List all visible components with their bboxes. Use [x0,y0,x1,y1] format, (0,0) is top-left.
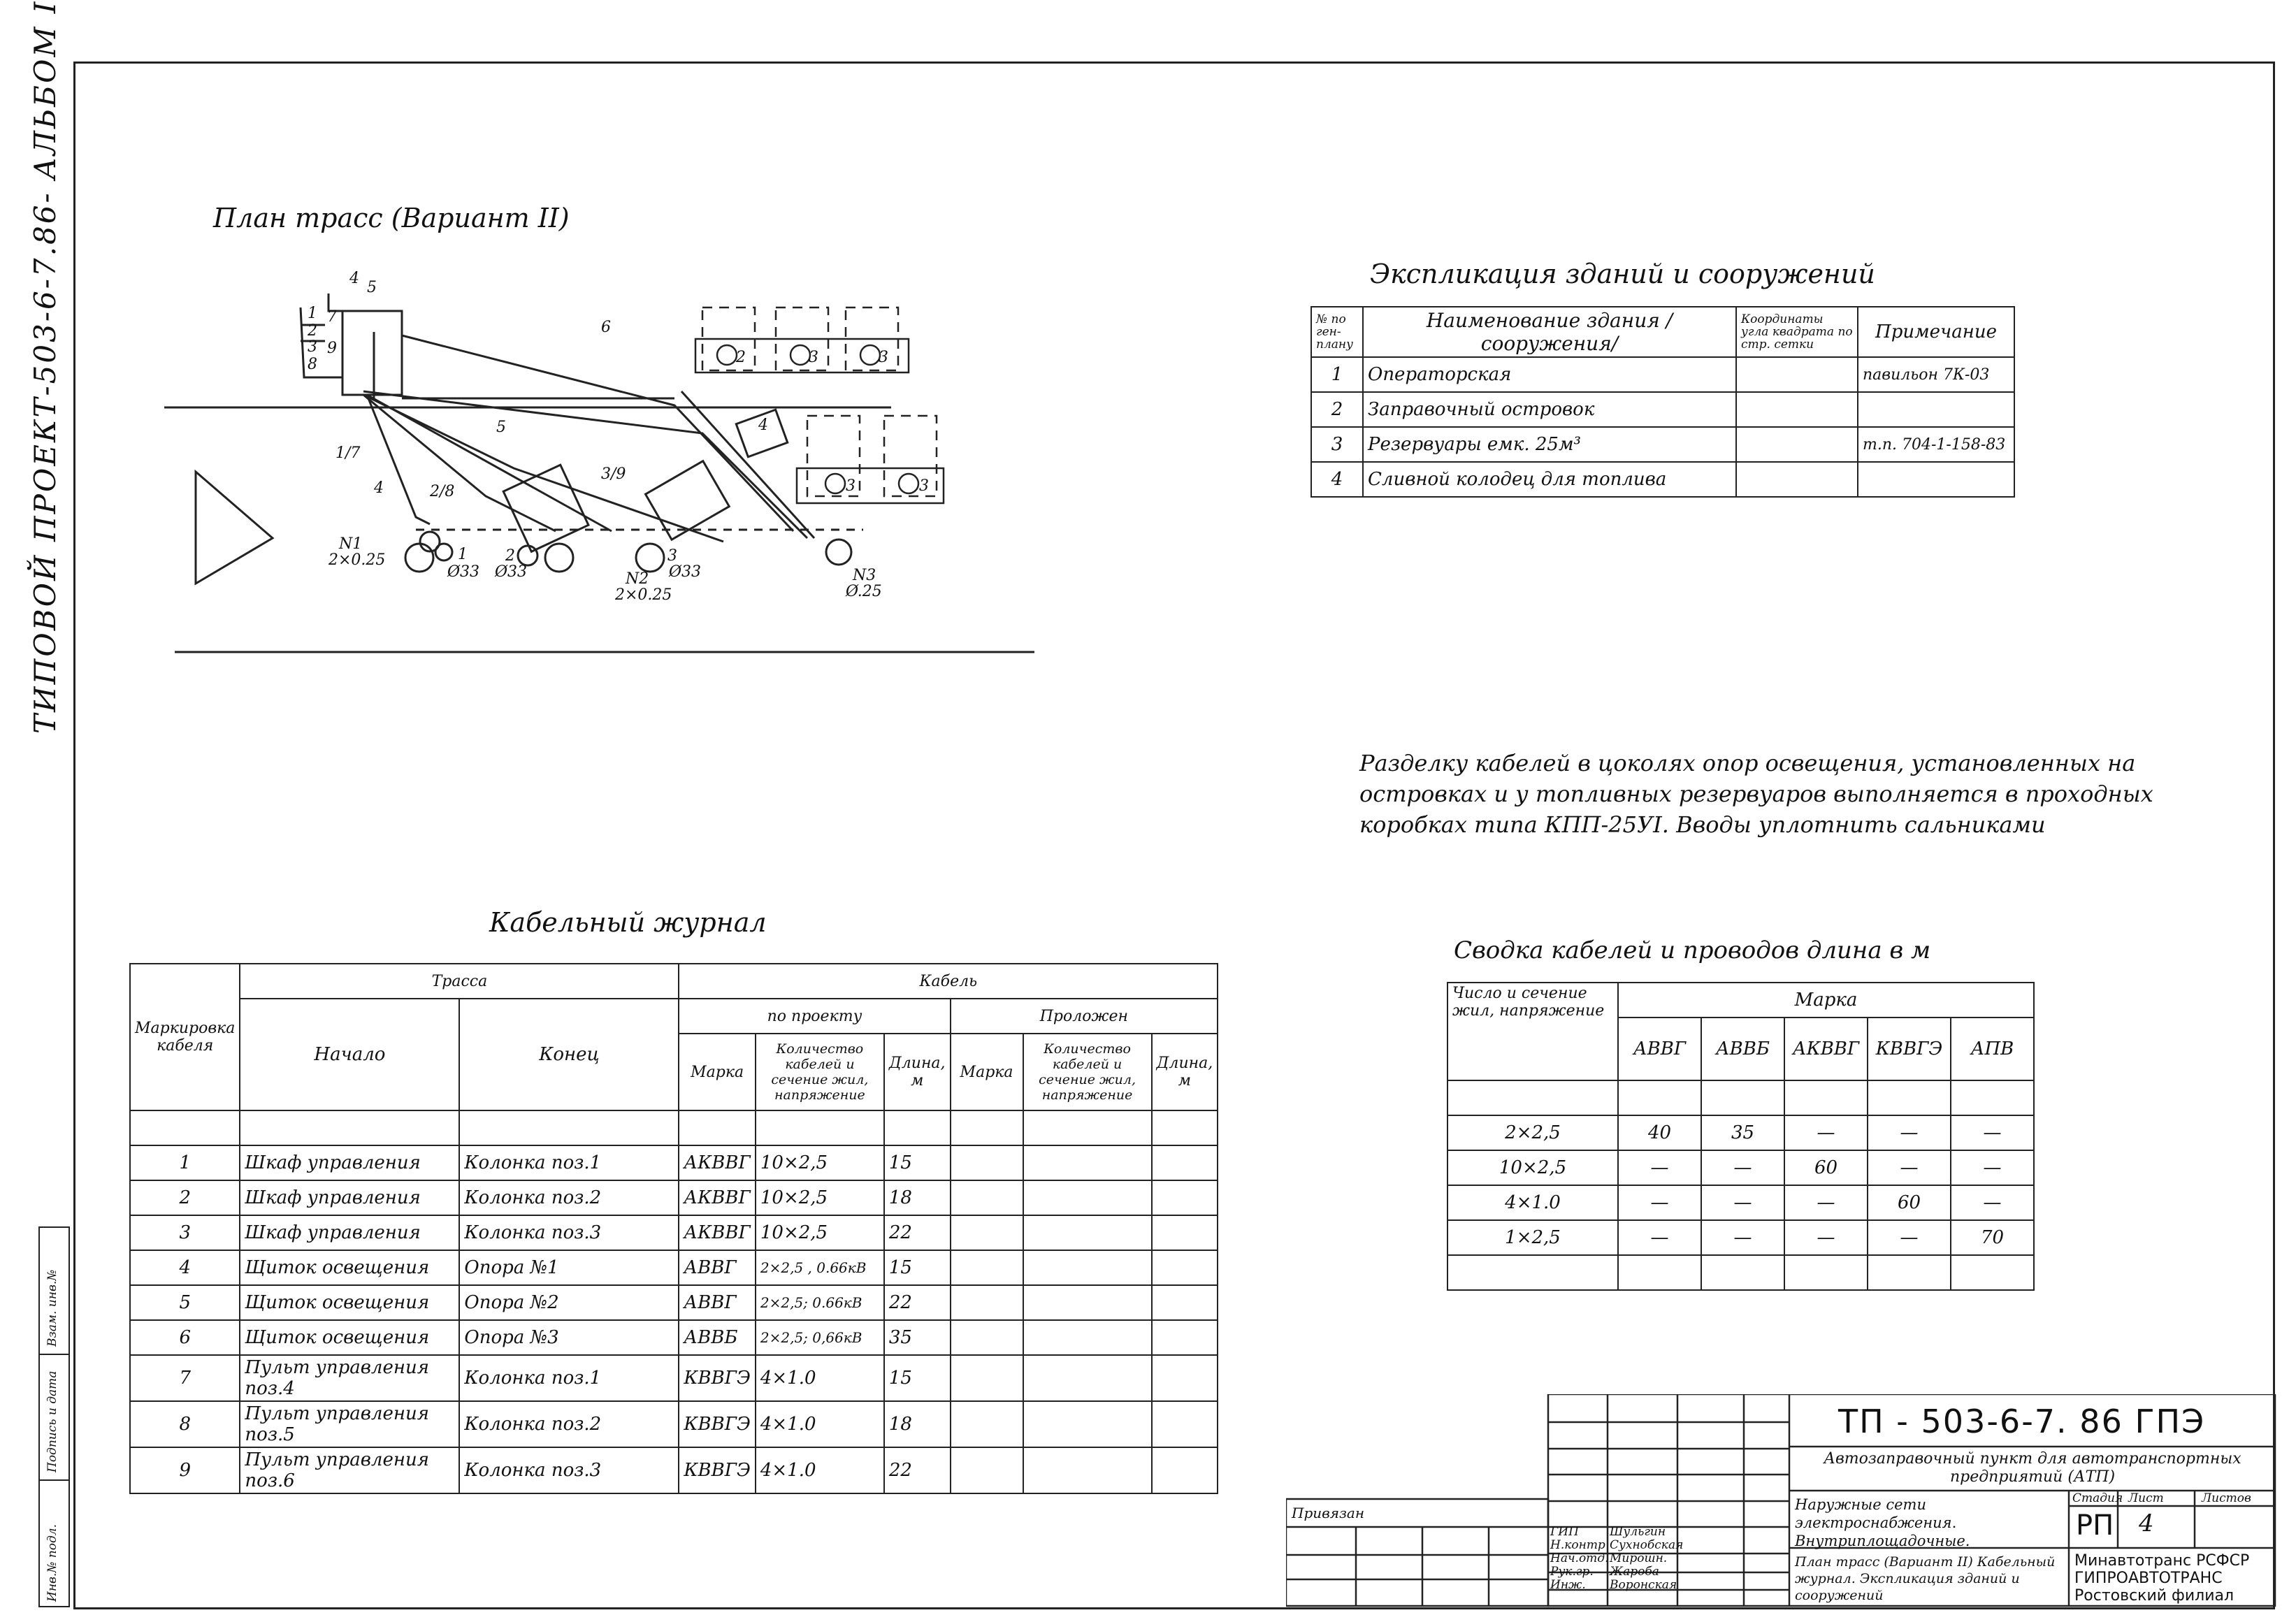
cell: 1×2,5 [1447,1220,1618,1255]
name: Жароба [1610,1565,1659,1579]
cell: 1 [1311,357,1363,392]
stamp-strip [38,1226,70,1607]
cell: — [1951,1150,2034,1185]
cell: Опора №2 [459,1285,679,1320]
table-row [130,1180,1218,1215]
summary-col: КВВГЭ [1868,1018,1951,1080]
cell: — [1784,1115,1868,1150]
table-row [130,1355,1218,1401]
cell: — [1784,1185,1868,1220]
plan-label: N1 [339,535,363,553]
table-row [1447,1115,2034,1150]
route-plan-drawing [164,266,1052,664]
plan-label: N2 [626,570,649,588]
cell: 2×2,5; 0,66кВ [756,1320,884,1355]
summary-brand: Марка [1618,983,2034,1018]
stamp-label-sign: Подпись и дата [45,1370,59,1472]
table-row [130,1215,1218,1250]
cell [1736,462,1858,497]
cell: Пульт управления поз.5 [240,1401,459,1447]
plan-label: N3 [853,567,876,584]
header-route: Трасса [240,964,679,999]
cell: 35 [1701,1115,1784,1150]
cell: Щиток освещения [240,1250,459,1285]
cell: 4 [1311,462,1363,497]
cell: 35 [884,1320,951,1355]
plan-label: 4 [374,479,384,497]
cell: 4 [130,1250,240,1285]
plan-label: 7 [327,308,337,326]
table-row [1447,1150,2034,1185]
cell: АВВБ [679,1320,755,1355]
cell: 22 [884,1447,951,1493]
cell: 70 [1951,1220,2034,1255]
explication-header: Наименование здания /сооружения/ [1363,307,1736,357]
header-laid: Проложен [951,999,1218,1034]
header-start: Начало [240,999,459,1110]
plan-label: 1/7 [335,444,361,462]
cell: АВВГ [679,1285,755,1320]
cell: Колонка поз.2 [459,1180,679,1215]
explication-title: Экспликация зданий и сооружений [1370,259,1875,289]
installation-note: Разделку кабелей в цоколях опор освещения, установленных на островках и у топливных резервуаров выполняется в проходных коробках типа КПП-25УI. Вводы уплотнить сальниками [1359,750,2153,838]
cell: Опора №1 [459,1250,679,1285]
cell: 18 [884,1401,951,1447]
plan-label: 3 [919,477,929,495]
roles-list [1550,1526,1608,1592]
summary-corner: Число и сечение жил, напряжение [1447,983,1618,1080]
name: Сухнобская [1610,1538,1684,1552]
cell: КВВГЭ [679,1447,755,1493]
stage-value: РП [2076,1509,2114,1542]
cell: Пульт управления поз.4 [240,1355,459,1401]
table-row [1311,357,2014,392]
stamp-label-replace: Взам. инв.№ [45,1269,59,1347]
sheet-title: План трасс (Вариант II) Кабельный журнал. Экспликация зданий и сооружений [1795,1554,2056,1603]
explication-header: № по ген-плану [1311,307,1363,357]
table-row [1311,392,2014,427]
table-row [130,1250,1218,1285]
name: Воронская [1610,1578,1677,1592]
organization: Минавтотранс РСФСР ГИПРОАВТОТРАНС Ростовский филиал [2074,1552,2250,1605]
cell: 7 [130,1355,240,1401]
cell: 2 [1311,392,1363,427]
drawing-code: ТП - 503-6-7. 86 ГПЭ [1838,1403,2206,1440]
cable-journal-table [129,963,1218,1494]
summary-title: Сводка кабелей и проводов длина в м [1454,936,1931,964]
stage-label: Стадия [2072,1491,2123,1505]
summary-col: АВВБ [1701,1018,1784,1080]
sidebar-label: ТИПОВОЙ ПРОЕКТ-503-6-7.86- АЛЬБОМ I [28,0,62,734]
plan-label: 2 [505,547,515,565]
cell: 2 [130,1180,240,1215]
cell: 4×1.0 [1447,1185,1618,1220]
cell: Колонка поз.2 [459,1401,679,1447]
role: Инж. [1550,1578,1586,1592]
table-row [130,1285,1218,1320]
cell: Резервуары емк. 25м³ [1363,427,1736,462]
plan-label: Ø33 [447,563,480,581]
plan-label: 2 [308,322,317,340]
table-row [1447,1220,2034,1255]
stamp-label-inv: Инв.№ подл. [45,1524,59,1602]
plan-label: 1 [308,305,317,322]
plan-label: 3 [846,477,855,495]
cell: — [1618,1185,1701,1220]
cell: 1 [130,1145,240,1180]
cell: — [1701,1185,1784,1220]
plan-label: 2/8 [430,483,455,500]
cell: Шкаф управления [240,1180,459,1215]
cell [1736,392,1858,427]
table-row [130,1401,1218,1447]
bound-label: Привязан [1292,1505,1365,1521]
name: Шульгин [1610,1525,1666,1539]
header-brand: Марка [679,1034,755,1110]
plan-label: 5 [496,419,506,436]
cell: Щиток освещения [240,1285,459,1320]
cell: 15 [884,1250,951,1285]
cell: 3 [1311,427,1363,462]
header-marking: Маркировка кабеля [130,964,240,1110]
plan-label: 2×0.25 [615,586,672,604]
plan-label: 4 [349,270,359,287]
title-block [1286,1394,2279,1607]
cell: 4×1.0 [756,1355,884,1401]
plan-label: 3 [308,338,317,356]
cell [1858,462,2014,497]
cell: АВВГ [679,1250,755,1285]
plan-label: Ø.25 [846,583,882,600]
cell: — [1701,1220,1784,1255]
cell: КВВГЭ [679,1355,755,1401]
cell: павильон 7К-03 [1858,357,2014,392]
summary-col: АКВВГ [1784,1018,1868,1080]
plan-title: План трасс (Вариант II) [213,203,570,233]
plan-label: 8 [308,356,317,373]
cell [1858,392,2014,427]
cell: АКВВГ [679,1215,755,1250]
cell: Опора №3 [459,1320,679,1355]
cell: — [1618,1150,1701,1185]
section-name: Наружные сети электроснабжения. Внутриплощадочные. [1795,1496,1970,1549]
table-row [130,1320,1218,1355]
project-name: Автозаправочный пункт для автотранспортных предприятий (АТП) [1824,1450,2241,1486]
plan-label: 3 [879,349,888,366]
plan-label: 5 [367,279,377,296]
table-row [1311,462,2014,497]
cell: 6 [130,1320,240,1355]
cell: Колонка поз.1 [459,1355,679,1401]
table-row [130,1447,1218,1493]
cell: 15 [884,1355,951,1401]
cell: 60 [1784,1150,1868,1185]
cell: 2×2,5; 0.66кВ [756,1285,884,1320]
summary-col: АВВГ [1618,1018,1701,1080]
cell: Сливной колодец для топлива [1363,462,1736,497]
role: Н.контр [1550,1538,1605,1552]
name: Мирошн. [1610,1551,1668,1565]
header-brand-laid: Марка [951,1034,1023,1110]
cell: 40 [1618,1115,1701,1150]
header-qty-laid: Количество кабелей и сечение жил, напряжение [1023,1034,1152,1110]
explication-header: Примечание [1858,307,2014,357]
cell: — [1784,1220,1868,1255]
names-list [1610,1526,1683,1592]
cell: 22 [884,1215,951,1250]
cell: 10×2,5 [756,1180,884,1215]
table-row [1311,427,2014,462]
cell: — [1951,1185,2034,1220]
cell: т.п. 704-1-158-83 [1858,427,2014,462]
cell: — [1868,1150,1951,1185]
header-length-laid: Длина, м [1152,1034,1218,1110]
plan-label: 1 [458,546,468,563]
explication-header: Координаты угла квадрата по стр. сетки [1736,307,1858,357]
plan-label: Ø33 [495,563,528,581]
header-design: по проекту [679,999,950,1034]
explication-table [1311,306,2015,498]
plan-label: 3 [809,349,818,366]
header-cable: Кабель [679,964,1218,999]
cell [1736,427,1858,462]
role: ГИП [1550,1525,1579,1539]
plan-label: 4 [758,417,768,434]
sheet-value: 4 [2139,1509,2154,1537]
plan-label: 2×0.25 [328,551,386,569]
cell [1736,357,1858,392]
role: Рук.гр. [1550,1565,1594,1579]
role: Нач.отд. [1550,1551,1609,1565]
cell: Заправочный островок [1363,392,1736,427]
cell: 18 [884,1180,951,1215]
cell: — [1618,1220,1701,1255]
plan-label: 9 [327,340,337,357]
header-end: Конец [459,999,679,1110]
plan-label: 3/9 [601,465,626,483]
cell: АКВВГ [679,1145,755,1180]
cell: 8 [130,1401,240,1447]
cell: Щиток освещения [240,1320,459,1355]
header-length: Длина, м [884,1034,951,1110]
sheet-label: Лист [2128,1491,2164,1505]
header-qty: Количество кабелей и сечение жил, напряжение [756,1034,884,1110]
cell: — [1951,1115,2034,1150]
cell: 3 [130,1215,240,1250]
plan-label: 6 [601,319,611,336]
cell: 22 [884,1285,951,1320]
plan-label: 2 [736,349,746,366]
cell: 10×2,5 [756,1145,884,1180]
plan-label: Ø33 [669,563,702,581]
cell: 60 [1868,1185,1951,1220]
summary-table [1447,982,2035,1291]
cell: Операторская [1363,357,1736,392]
cell: Шкаф управления [240,1215,459,1250]
cell: — [1868,1220,1951,1255]
cell: АКВВГ [679,1180,755,1215]
summary-col: АПВ [1951,1018,2034,1080]
cell: Пульт управления поз.6 [240,1447,459,1493]
table-row [1447,1185,2034,1220]
cell: 2×2,5 , 0.66кВ [756,1250,884,1285]
cell: 4×1.0 [756,1447,884,1493]
cell: — [1701,1150,1784,1185]
cell: 2×2,5 [1447,1115,1618,1150]
cell: 10×2,5 [1447,1150,1618,1185]
cell: 4×1.0 [756,1401,884,1447]
sheets-label: Листов [2202,1491,2251,1505]
cell: Шкаф управления [240,1145,459,1180]
cell: Колонка поз.3 [459,1215,679,1250]
table-row [130,1145,1218,1180]
album-sidebar [21,0,70,734]
cell: 10×2,5 [756,1215,884,1250]
cell: 5 [130,1285,240,1320]
plan-label: 3 [667,547,677,565]
cell: — [1868,1115,1951,1150]
cell: Колонка поз.3 [459,1447,679,1493]
cell: Колонка поз.1 [459,1145,679,1180]
cable-journal-title: Кабельный журнал [489,907,767,938]
cell: КВВГЭ [679,1401,755,1447]
cell: 9 [130,1447,240,1493]
cell: 15 [884,1145,951,1180]
